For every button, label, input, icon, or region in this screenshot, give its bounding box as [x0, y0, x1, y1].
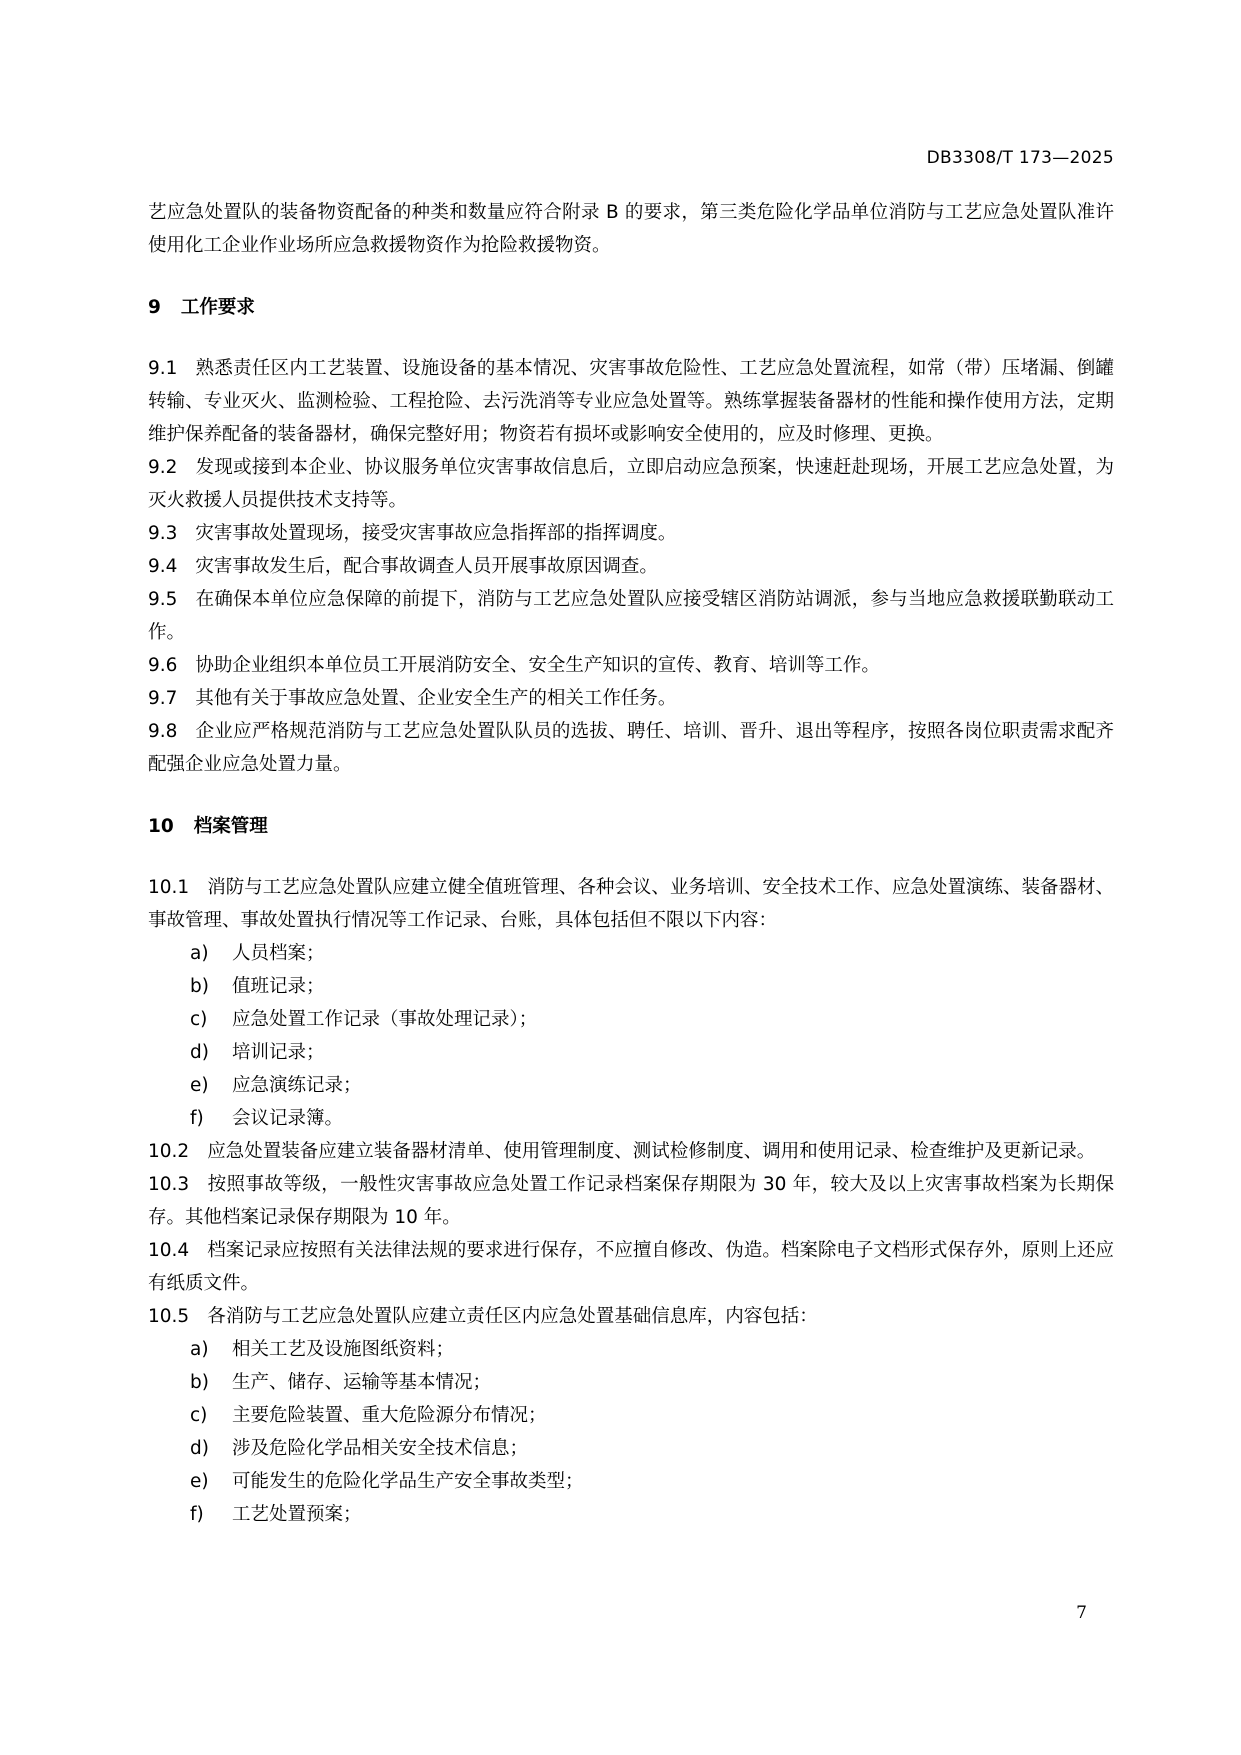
clause-number: 9.5	[148, 589, 178, 610]
list-text: 应急处置工作记录（事故处理记录）；	[232, 1009, 538, 1030]
list-item	[148, 1498, 1114, 1531]
list-marker: c)	[190, 1009, 208, 1030]
list-marker: e)	[190, 1471, 209, 1492]
list-item	[148, 1366, 1114, 1399]
clause-text: 发现或接到本企业、协议服务单位灾害事故信息后，立即启动应急预案，快速赶赴现场，开展工艺应急处置，为灭火救援人员提供技术支持等。	[148, 457, 1114, 511]
doc-code-header: DB3308/T 173—2025	[926, 148, 1114, 168]
clause-number: 9.1	[148, 358, 178, 379]
list-item	[148, 970, 1114, 1003]
list-text: 会议记录簿。	[232, 1108, 344, 1129]
clause-number: 10.4	[148, 1240, 190, 1261]
list-item	[148, 1333, 1114, 1366]
section-10-heading	[148, 810, 1114, 843]
section-9-heading	[148, 291, 1114, 324]
list-marker: d)	[190, 1438, 209, 1459]
list-item	[148, 937, 1114, 970]
list-item	[148, 1465, 1114, 1498]
clause-text: 熟悉责任区内工艺装置、设施设备的基本情况、灾害事故危险性、工艺应急处置流程，如常（带）压堵漏、倒罐转输、专业灭火、监测检验、工程抢险、去污洗消等专业应急处置等。熟练掌握装备器材的性能和操作使用方法，定期维护保养配备的装备器材，确保完整好用；物资若有损坏或影响安全使用的，应及时修理、更换。	[148, 358, 1114, 445]
list-marker: f)	[190, 1108, 204, 1129]
clause-number: 9.8	[148, 721, 178, 742]
clause-text: 各消防与工艺应急处置队应建立责任区内应急处置基础信息库，内容包括：	[207, 1306, 818, 1327]
clause-text: 在确保本单位应急保障的前提下，消防与工艺应急处置队应接受辖区消防站调派，参与当地应急救援联勤联动工作。	[148, 589, 1114, 643]
clause-number: 9.7	[148, 688, 178, 709]
list-marker: e)	[190, 1075, 209, 1096]
clause-number: 9.2	[148, 457, 178, 478]
clause-9-8	[148, 715, 1114, 781]
clause-9-6	[148, 649, 1114, 682]
clause-text: 企业应严格规范消防与工艺应急处置队队员的选拔、聘任、培训、晋升、退出等程序，按照各岗位职责需求配齐配强企业应急处置力量。	[148, 721, 1114, 775]
list-marker: a)	[190, 943, 209, 964]
list-text: 培训记录；	[232, 1042, 325, 1063]
clause-number: 10.2	[148, 1141, 190, 1162]
list-marker: d)	[190, 1042, 209, 1063]
list-text: 人员档案；	[232, 943, 325, 964]
page-number: 7	[1076, 1603, 1087, 1623]
clause-number: 10.3	[148, 1174, 190, 1195]
clause-number: 9.4	[148, 556, 178, 577]
section-number: 10	[148, 816, 174, 837]
list-item	[148, 1399, 1114, 1432]
clause-text: 消防与工艺应急处置队应建立健全值班管理、各种会议、业务培训、安全技术工作、应急处置演练、装备器材、事故管理、事故处置执行情况等工作记录、台账，具体包括但不限以下内容：	[148, 877, 1114, 931]
clause-10-4	[148, 1234, 1114, 1300]
clause-10-3	[148, 1168, 1114, 1234]
clause-9-7	[148, 682, 1114, 715]
clause-9-4	[148, 550, 1114, 583]
clause-9-3	[148, 517, 1114, 550]
clause-text: 按照事故等级，一般性灾害事故应急处置工作记录档案保存期限为 30 年，较大及以上灾害事故档案为长期保存。其他档案记录保存期限为 10 年。	[148, 1174, 1114, 1228]
document-body	[148, 196, 1114, 1531]
clause-text: 应急处置装备应建立装备器材清单、使用管理制度、测试检修制度、调用和使用记录、检查维护及更新记录。	[207, 1141, 1096, 1162]
clause-text: 灾害事故发生后，配合事故调查人员开展事故原因调查。	[195, 556, 658, 577]
list-item	[148, 1036, 1114, 1069]
clause-number: 9.3	[148, 523, 178, 544]
clause-text: 灾害事故处置现场，接受灾害事故应急指挥部的指挥调度。	[195, 523, 677, 544]
list-text: 涉及危险化学品相关安全技术信息；	[232, 1438, 529, 1459]
section-title: 档案管理	[193, 816, 268, 837]
list-text: 生产、储存、运输等基本情况；	[232, 1372, 492, 1393]
section-title: 工作要求	[180, 297, 255, 318]
list-marker: a)	[190, 1339, 209, 1360]
clause-number: 10.5	[148, 1306, 190, 1327]
list-text: 主要危险装置、重大危险源分布情况；	[232, 1405, 547, 1426]
list-marker: b)	[190, 1372, 209, 1393]
clause-number: 9.6	[148, 655, 178, 676]
clause-9-2	[148, 451, 1114, 517]
list-text: 工艺处置预案；	[232, 1504, 362, 1525]
clause-number: 10.1	[148, 877, 190, 898]
list-marker: b)	[190, 976, 209, 997]
list-item	[148, 1069, 1114, 1102]
clause-9-5	[148, 583, 1114, 649]
list-marker: f)	[190, 1504, 204, 1525]
list-text: 值班记录；	[232, 976, 325, 997]
clause-10-1	[148, 871, 1114, 937]
list-item	[148, 1003, 1114, 1036]
list-item	[148, 1432, 1114, 1465]
list-marker: c)	[190, 1405, 208, 1426]
list-item	[148, 1102, 1114, 1135]
clause-text: 协助企业组织本单位员工开展消防安全、安全生产知识的宣传、教育、培训等工作。	[195, 655, 880, 676]
clause-10-2	[148, 1135, 1114, 1168]
list-text: 可能发生的危险化学品生产安全事故类型；	[232, 1471, 584, 1492]
intro-paragraph: 艺应急处置队的装备物资配备的种类和数量应符合附录 B 的要求，第三类危险化学品单位消防与工艺应急处置队准许使用化工企业作业场所应急救援物资作为抢险救援物资。	[148, 202, 1114, 256]
clause-10-5	[148, 1300, 1114, 1333]
section-number: 9	[148, 297, 161, 318]
clause-text: 档案记录应按照有关法律法规的要求进行保存，不应擅自修改、伪造。档案除电子文档形式保存外，原则上还应有纸质文件。	[148, 1240, 1114, 1294]
clause-text: 其他有关于事故应急处置、企业安全生产的相关工作任务。	[195, 688, 677, 709]
clause-9-1	[148, 352, 1114, 451]
list-text: 应急演练记录；	[232, 1075, 362, 1096]
list-text: 相关工艺及设施图纸资料；	[232, 1339, 455, 1360]
